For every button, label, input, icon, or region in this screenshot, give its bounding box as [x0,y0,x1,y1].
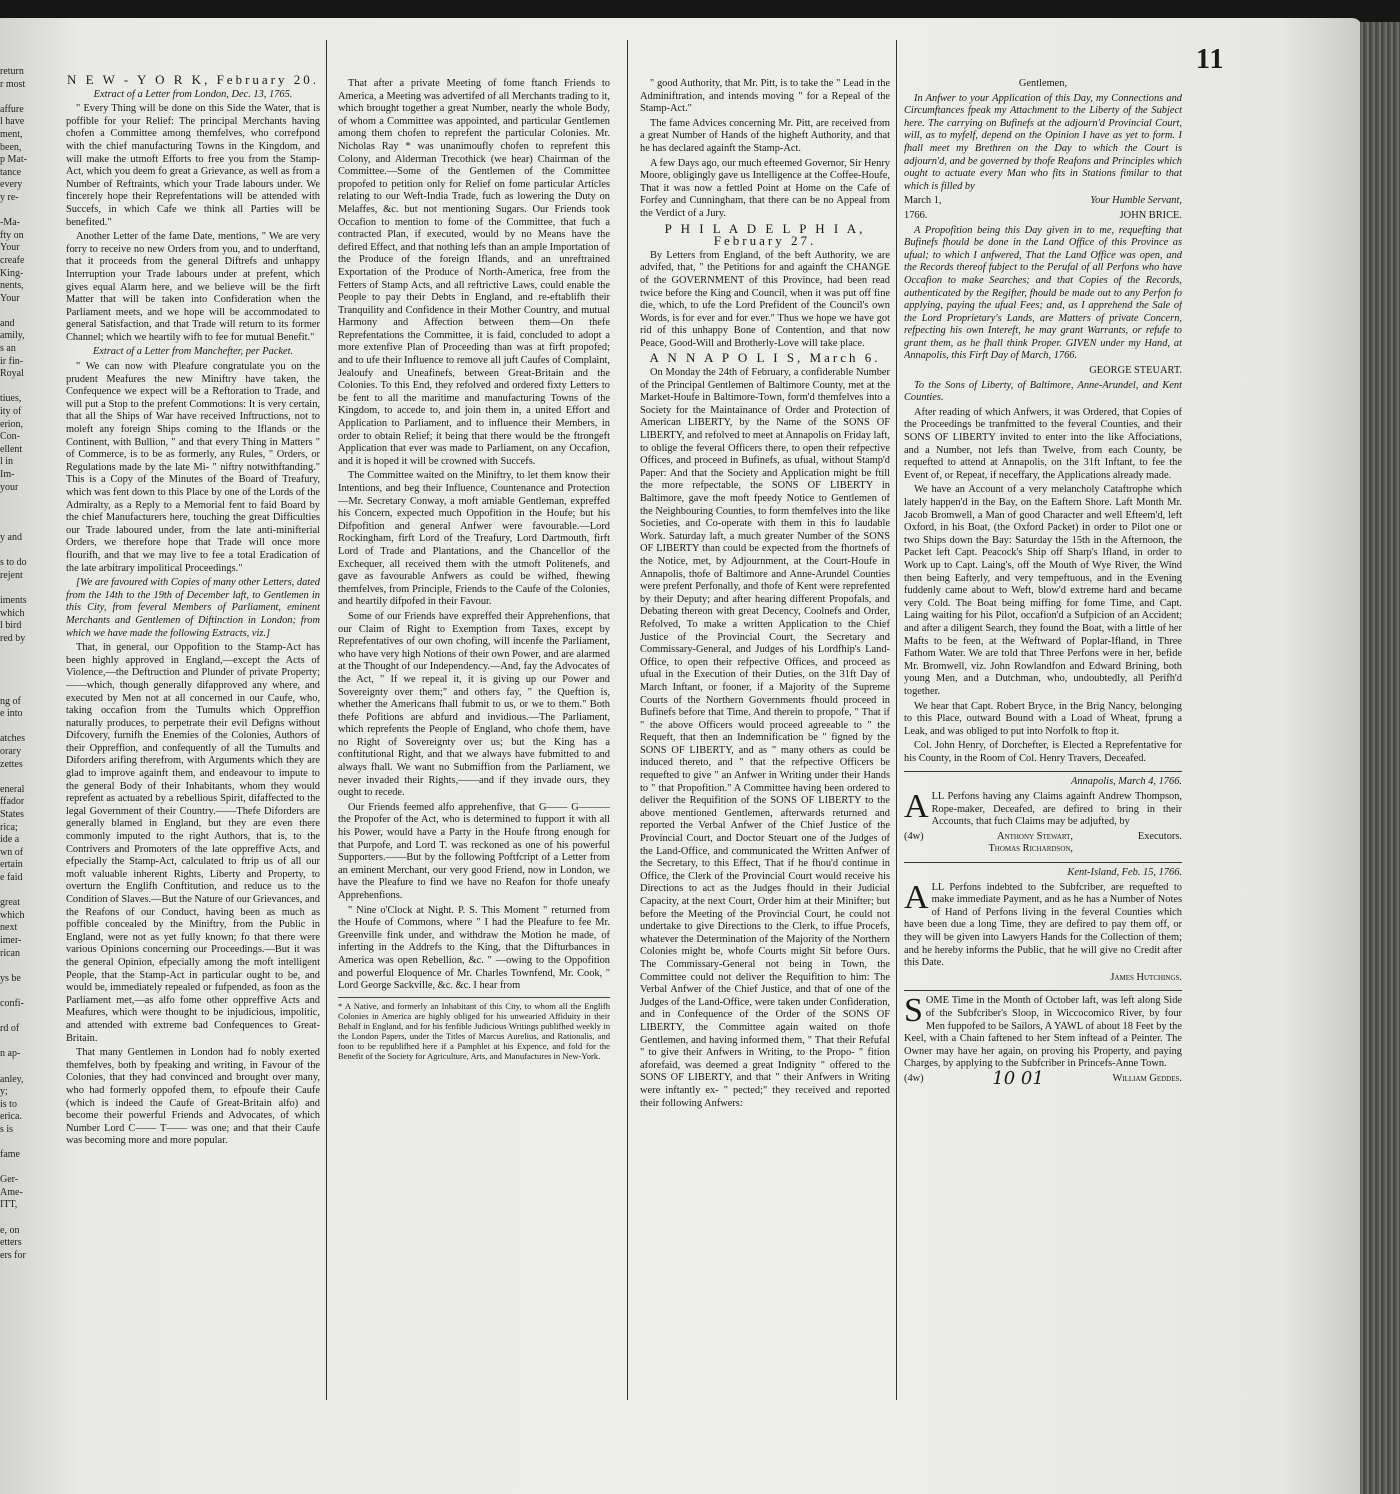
fragment-line: and [0,317,15,329]
fragment-line: wn of [0,846,24,858]
fragment-line [0,645,56,658]
fragment-line: is to [0,1098,17,1110]
paragraph: " Nine o'Clock at Night. P. S. This Moment " returned from the Houfe of Commons, where " I had the Pleafure to fee Mr. Greenville fink under, and withdraw the Motion he made, of inferting in the Addrefs to the King, that the Difturbances in America was open Rebellion, &c. " —owing to the Oppofition and powerful Eloquence of Mr. Charles Townfend, Mr. Cook, " Lord George Sackville, &c. &c. I hear from [338,904,610,992]
fragment-line: zettes [0,758,23,770]
advertisement-geddes [904,990,1182,1089]
paragraph: On Monday the 24th of February, a confiderable Number of the Principal Gentlemen of Baltimore County, met at the Market-Houfe in Baltimore-Town, form'd themfelves into a Society for the Maintainance of Order and Protection of American LIBERTY, by the Name of the SONS OF LIBERTY, and refolved to meet at Annapolis on Friday laft, to oblige the feveral Officers there, to open their refpective Offices, and proceed in Bufinefs, as ufual, without Stamp'd Paper: And that the Society and Application might be ftill the more refpectable, the SONS OF LIBERTY in Baltimore, gave the moft fpeedy Notice to Gentlemen of the Neighbouring Counties, to form themfelves into the like Societies, and Co-operate with them in this fo laudable Work. Saturday laft, a much greater Number of the SONS OF LIBERTY than could be expected from the fhortnefs of the Notice, met, by Adjournment, at the Court-Houfe in Annapolis, thofe of Baltimore and Anne-Arundel Counties were prefent Perfonally, and thofe of Kent were reprefented by their Deputy; and after hearing different Propofals, and Debating thereon with great Decency, Coolnefs and Order, Refolved, To make a written Application to the Chief Justice of the Provincial Court, the Secretary and Commissary-General, and Judges of his Lordfhip's Land-Office, to open their refpective Offices, and proceed as ufual in the Execution of their Duties, on the 31ft Day of March Inftant, or fooner, if a Majority of the Supreme Courts of the Northern Governments fhould proceed in Bufinefs before that Time. And therein to propofe, " That if " the above Officers would proceed agreeable to " the Requeft, that then an Indemnification be " figned by the SONS OF LIBERTY, and as " many others as could be induced thereto, and " that the refpective Officers be requefted to give " an Anfwer in Writing under their Hands to " that Propofition." A Committee having been ordered to deliver the Requifition of the SONS OF LIBERTY to the above mentioned Gentlemen, afterwards returned and reported the Verbal Anfwer of the Chief Justice of the Provincial Court, and Doctor Steuart one of the Judges of the Land-Office, and communicated the Written Anfwer of the Secretary, to this Effect, That if he fhou'd continue in Office, the Clerk of the Provincial Court would receive his Directions to act as the Judges fhould in their Judicial Capacity, at the next Court, Order him at their Minifter; but before the Meeting of the Provincial Court, he could not undertake to give Directions to the Clerk, to iffue Procefs, whatever the Determination of the Majority of the Northern Colonies might be, whofe Courts might Sit before Ours. The Commissary-General not being in Town, the Committee could not deliver the Requifition to him: The Verbal Anfwer of the Chief Justice, and that of one of the Judges of the Land-Office, were taken under Confideration, and in Confequence of the Order of the SONS OF LIBERTY, the Committee again waited on thofe Gentlemen, and having informed them, " That their Refufal " to give their Anfwers in Writing, to the Propo- " fition aforefaid, was deemed a great Indignity " offered to the SONS OF LIBERTY, and that " their Anfwers in Writing were inftantly ex- " pected;" they received and reported their following Anfwers: [640,367,890,1109]
fragment-line: ffador [0,796,25,808]
fragment-line: rica; [0,821,18,833]
fragment-line: tiues, [0,393,22,405]
letter-year: 1766. [904,209,928,221]
column-rule [627,40,628,1400]
fragment-line: ment, [0,128,23,140]
ad-signer: James Hutchings. [1110,971,1182,983]
paragraph: " We can now with Pleafure congratulate you on the prudent Meafures the new Miniftry have taken, the Confequence we expect will be a Reftoration to Trade, and will put a Stop to the prefent Commotions: It is very certain, that all the Ships of War have received Inftructions, not to moleft any foreign Ships coming to the Iflands or the Continent, with Bullion, " and that every Thing in Matters " of Commerce, is to be as formerly, any Rules, " Orders, or Regulations made by the late Mi- " niftry notwithftanding." This is a Copy of the Minutes of the Board of Treafury, which was fent down to this Place by one of the Lords of the Admiralty, as a Reply to a Memorial fent to faid Board by the chief Manufacturers here, touching the great Difficulties our Trade laboured under, from the late anti-minifterial Orders, we therefore hope that Trade will once more flourifh, and that we may live to fee a total Eradication of the late arbitrary impolitical Proceedings." [66,361,320,574]
extract-heading: Extract of a Letter from Manchefter, per Packet. [92,346,294,358]
fragment-line: next [0,922,18,934]
fragment-line: l in [0,456,14,468]
fragment-line: States [0,809,24,821]
fragment-line: nents, [0,280,24,292]
fragment-line: red by [0,632,26,644]
fragment-line: amily, [0,330,25,342]
paragraph: " good Authority, that Mr. Pitt, is to take the " Lead in the Adminiftration, and intends moving " for a Repeal of the Stamp-Act." [640,78,890,115]
fragment-line [0,1061,56,1074]
column-rule [896,40,897,1400]
letter-brice-signature [904,210,1182,223]
address-line: To the Sons of Liberty, of Baltimore, Anne-Arundel, and Kent Counties. [904,379,1182,404]
paragraph: Col. John Henry, of Dorchefter, is Elected a Reprefentative for his County, in the Room of Col. Henry Travers, Deceafed. [904,740,1182,764]
fragment-line: King- [0,267,24,279]
fragment-line: which [0,607,25,619]
ad-signoff [904,1067,1182,1089]
drop-cap: A [904,788,929,826]
fragment-line: ys be [0,972,21,984]
letter-steuart: A Propofition being this Day given in to me, requefting that Bufinefs fhould be done in the Land Office of this Province as ufual; to which I anfwered, That the Land Office was open, and the Records thereof fubject to the Perufal of all Perfons who have Occafion to make Searches; and that Copies of the Records, authenticated by the Regifter, fhould be made out to any Perfon fo applying, paying the ufual Fees; and, as I apprehend the Sale of the Lord Proprietary's Lands, are Matters of private Concern, refpecting his own Intereft, he may grant Warrants, or refufe to grant them, as he fhall think Proper. GIVEN under my Hand, at Annapolis, this Firft Day of March, 1766. [904,224,1182,362]
fragment-line: fty on [0,229,24,241]
fragment-line [0,507,56,520]
column-1 [66,74,320,1394]
executor-name: Thomas Richardson, [988,843,1074,855]
fragment-line [0,582,56,595]
fragment-line [0,721,56,734]
fragment-line: e faid [0,872,23,883]
fragment-line [0,1212,56,1225]
handwritten-annotation: 10 01 [992,1067,1044,1089]
fragment-line [0,519,56,532]
paragraph: We hear that Capt. Robert Bryce, in the Brig Nancy, belonging to this Place, outward Bound with a Load of Wheat, fprung a Leak, and was obliged to put into Norfolk to ftop it. [904,700,1182,737]
fragment-line: rican [0,947,20,959]
letter-closing: Your Humble Servant, [1090,195,1182,207]
fragment-line: tance [0,166,22,178]
fragment-line: Your [0,242,20,254]
editorial-note: [We are favoured with Copies of many other Letters, dated from the 14th to the 19th of December laft, to Gentlemen in this City, from feveral Members of Parliament, eminent Merchants and Gentlemen of Diftinction in London; from which we have made the following Extracts, viz.] [66,577,320,639]
advertisement-hutchings [904,862,1182,984]
fragment-line: Con- [0,431,20,443]
fragment-line: orary [0,746,22,758]
column-4 [904,78,1182,1398]
signer-name: JOHN BRICE. [1119,209,1182,221]
fragment-line [0,671,56,684]
paragraph: That, in general, our Oppofition to the Stamp-Act has been highly approved in England,—except the Acts of Violence,—the Deftruction and Plunder of private Property;——which, though generally difapproved any where, and executed by Men not at all concerned in our Caufe, who, taking occafion from the Tumults which Oppreffion naturally produces, to perpetrate their evil Defigns without Difcovery, furnifh the Enemies of the Colonies, Authors of their Oppreffion, and confequently of all the Tumults and Diforders arifing therefrom, with Arguments which they are glad to improve againft them, and endeavour to impute to the general Body of their Inhabitants, whom they would reprefent as actuated by a rebellious Spirit, difaffected to the legal Government of their Country.——Thefe Diforders are generally blamed in England, but they are even there commonly imputed to the right Authors, that is, to the Contrivers and Promoters of the late oppreffive Acts, and efpecially the Stamp-Act, calculated to ftrip us of all our moft valuable inherent Rights, Liberty and Property, to overturn the Englifh Conftitution, and reduce us to the Condition of Slaves.—But the Nature of our Grievances, and the Reafons of our Conduct, having been as much as poffible concealed by the Miniftry, from the Public in England, were not as yet fully known; fo that there were various Opinions concerning our Proceedings.—But it was the general Opinion, efpecially among the moft intelligent People, that the Stamp-Act in particular ought to be, and would be, immediately repealed or fufpended, as foon as the Parliament met,—as alfo fome other oppreffive Acts and Meafures, which were thought to be injudicious, impolitic, and attended with extreme bad Confequences to Great-Britain. [66,642,320,1044]
paragraph: Another Letter of the fame Date, mentions, " We are very forry to receive no new Orders from you, and to underftand, that it proceeds from the general Diftrefs and unhappy Interruption your Trade labours under at prefent, which gives equal Alarm here, and we believe will be the firft Matter that will be taken into Confideration when the Parliament meets, and we hope will be accommodated to general Satisfaction, and that Trade will return to its former Channel; which we heartily wifh to fee for mutual Benefit." [66,231,320,343]
fragment-line: s to do [0,557,27,569]
fragment-line: Im- [0,469,15,480]
fragment-line: r most [0,78,26,90]
paragraph: By Letters from England, of the beft Authority, we are advifed, that, " the Petitions for and againft the CHANGE of the GOVERNMENT of this Province, had been read twice before the King and Council, when it was put off fine die, which, to ufe the Lord Prefident of the Council's own Words, is for ever and for ever." Thus we hope we have got rid of this unhappy Bone of Contention, and that now Peace, Good-Will and Brotherly-Love will take place. [640,249,890,349]
fragment-line: y and [0,531,22,543]
fragment-line: anley, [0,1073,24,1085]
paragraph: That many Gentlemen in London had fo nobly exerted themfelves, both by fpeaking and writing, in Favour of the Colonies, that they had convinced and brought over many, who had formerly oppofed them, to efpoufe their Caufe (which is indeed the Caufe of Great-Britain alfo) and become their powerful Friends and Advocates, of which Number Lord C—— T—— was one; and that their Caufe was becoming more and more popular. [66,1047,320,1147]
column-2 [338,78,610,1398]
fragment-line [0,494,56,507]
dateline-annapolis: A N N A P O L I S, March 6. [649,350,881,366]
page-number: 11 [1196,44,1225,75]
fragment-line: p Mat- [0,154,27,166]
fragment-line [0,960,56,973]
fragment-line: atches [0,733,25,745]
ad-dateline: Annapolis, March 4, 1766. [1070,776,1182,788]
fragment-line [0,771,56,784]
fragment-line [0,1036,56,1049]
paragraph: That after a private Meeting of fome ftanch Friends to America, a Meeting was advertifed of all Merchants trading to it, which brought together a great Number, nearly the whole Body, of whom a Committee was appointed, and particular Gentlemen among them chofen to reprefent the particular Colonies. Mr. Nicholas Ray * was unanimoufly chofen to reprefent this Colony, and Alderman Trecothick (we hear) Chairman of the Committee.—Some of the Gentlemen of the Committee propofed to petition only for Relief on fome particular Articles relating to our Weft-India Trade, fuch as lowering the Duty on Melaffes, &c. but not mentioning Sugars. Our Friends took Occafion to mention to fome of the Committee, that fuch a contracted Plan, if executed, would by no Means have the defired Effect, and that nothing lefs than an ample Importation of the Produce of the foreign Iflands, and an unreftrained Exportation of the Produce of North-America, free from the Fetters of Stamp Acts, and all reftrictive Laws, could enable the People to pay their Debts in England, and re-eftablifh their Tranquility and Confidence in their Mother Country, and mutual Harmony and Affection between them—On thefe Reprefentations the Committee, it is faid, concluded to adopt a more extenfive Plan of Proceeding than was at firft propofed; and to ufe their Influence to remove all juft Caufes of Complaint, Jealoufy and Uneafinefs, between Great-Britain and the Colonies. To this End, they refolved and ordered fixty Letters to be fent to all the maritime and manufacturing Towns of the Kingdom, to accede to, and join them in, a united Effort and Application to Parliament, and to influence their Members, in order to obtain Relief; it being that there would be the ftrongeft Application that ever was made to Parliament, on any Occafion, and it is hoped it will be crowned with Succefs. [338,78,610,467]
drop-cap: A [904,878,929,916]
letter-brice-signoff [904,195,1182,208]
salutation: Gentlemen, [1018,78,1068,89]
paragraph: A few Days ago, our much efteemed Governor, Sir Henry Moore, obligingly gave us Intelligence at the Coffee-Houfe, That it was now a fettled Point at Home on the Cafe of Forfey and Cunningham, that there can be no Appeal from the Verdict of a Jury. [640,157,890,219]
executor-role: Executors. [1137,830,1182,842]
ad-text: LL Perfons indebted to the Subfcriber, are requefted to make immediate Payment, and as he has a Number of Notes of Hand of Perfons living in the feveral Counties which have been due a long Time, they are defired to pay them off, or they will be given into Lawyers Hands for the Collection of them; and he hereby informs the Public, that he will give no Credit after this Date. [904,881,1182,969]
fragment-line: Ger- [0,1174,19,1186]
fragment-line: your [0,481,19,493]
fragment-line: which [0,909,25,921]
fragment-line [0,381,56,394]
fragment-line: imer- [0,934,22,946]
fragment-line: rejent [0,569,23,581]
fragment-line: ide a [0,834,20,846]
executor-name: Anthony Stewart, [997,830,1074,842]
column-rule [326,40,327,1400]
fragment-line [0,545,56,558]
paragraph: Some of our Friends have expreffed their Apprehenfions, that our Claim of Right to Exemption from Taxes, except by Reprefentatives of our own chofing, will incenfe the Parliament, who have very high Notions of their own Power, and are alarmed at the Thought of our Independency.—And, fay the Advocates of the Act, " If we repeal it, it is giving up our Power and Sovereignty over them;" and others fay, " the Queftion is, whether the Americans fhall fubmit to us, or we to them." Both thefe Pofitions are abfurd and invidious.—The Parliament, which reprefents the People of England, who chofe them, have no Right of Sovereignty over us; but the King has a conftitutional Right, and that we always have fubmitted to and always fhall. We want no Submiffion from the Parliament, we never invaded their Rights,——and if they invade ours, they ought to recede. [338,610,610,799]
fragment-line: rd of [0,1023,20,1035]
fragment-line: every [0,179,23,191]
fragment-line: erica. [0,1111,22,1123]
fragment-line: ity of [0,406,22,418]
fragment-line: l bird [0,620,22,632]
fragment-line: creafe [0,254,25,266]
fragment-line [0,683,56,696]
fragment-line: iments [0,594,27,606]
fragment-line: etters [0,1237,22,1249]
fragment-line [0,885,56,898]
paragraph: We have an Account of a very melancholy Cataftrophe which lately happen'd in the Bay, on the Eaftern Shore. Laft Month Mr. Jacob Bromwell, a Man of good Character and well Efteem'd, left Oxford, in his Boat, (the Oxford Packet) in order to Pilot one or two Ships down the Bay: Saturday the 15th in the Afternoon, the Packet left Capt. Peacock's Ship off Sharp's Ifland, in order to Work up to Capt. Laing's, off the Mouth of Wye River, the Wind then being Eafterly, and very tempeftuous, and in the Evening fuddenly came about to Weft, blow'd extreme hard and became very Cold. The Boat being miffing for fome Time, and Capt. Laing waiting for his Pilot, occafion'd a Sufpicion of an Accident; and after a diligent Search, they found the Boat, with a little of her Mafts to be feen, at the Weftward of Poplar-Ifland, in Three Fathom Water. We are told that Three Perfons were in her, befide Mr. Bromwell, viz. John Rowlandfon and Edward Brining, both young Men, and a Dutchman, who, undoubtedly, all Perifh'd together. [904,484,1182,697]
ad-text: LL Perfons having any Claims againft Andrew Thompson, Rope-maker, Deceafed, are defired to bring in their Accounts, that fuch Claims may be adjufted, by [931,791,1182,828]
fragment-line: ir fin- [0,355,24,367]
advertisement-thompson [904,771,1182,856]
fragment-line: ng of [0,695,21,707]
fragment-line: ers for [0,1249,26,1261]
fragment-line: confi- [0,997,24,1009]
fragment-line: affure [0,103,24,115]
letter-date: March 1, [904,195,942,207]
paragraph: Our Friends feemed alfo apprehenfive, that G—— G——— the Propofer of the Act, who is determined to fupport it with all his Power, would have a Party in the Houfe ftrong enough for that Purpofe, and Lord T. was reckoned as one of his powerful Supporters.——But by the following Poftfcript of a Letter from an eminent Merchant, our very good Friend, now in London, we have the Pleafure to find we have no Reafon for thofe uneafy Apprehenfions. [338,801,610,901]
fragment-line: l have [0,116,25,128]
fragment-line [0,658,56,671]
fragment-line: e, on [0,1224,20,1236]
fragment-line [0,305,56,318]
fragment-line [0,1011,56,1024]
fragment-line: fame [0,1149,20,1161]
fragment-line: erion, [0,418,24,430]
signer-name: GEORGE STEUART. [1089,365,1182,377]
fragment-line: s is [0,1123,14,1135]
fragment-line [0,1162,56,1175]
fragment-line: y re- [0,191,19,203]
fragment-line [0,1136,56,1149]
column-3 [640,78,890,1398]
paragraph: After reading of which Anfwers, it was Ordered, that Copies of the Proceedings be tranfmitted to the feveral Counties, and their SONS OF LIBERTY invited to enter into the like Affociations, and a Number, not lefs than Twelve, from each County, be requefted to attend at Annapolis, on the 31ft Inftant, to fee the Event of, or Repeat, if neceffary, the Applications already made. [904,406,1182,481]
fragment-line [0,985,56,998]
fragment-line: been, [0,141,22,153]
ad-mark: (4w) [904,1072,924,1084]
fragment-line: eneral [0,783,25,795]
dateline-philadelphia: P H I L A D E L P H I A, February 27. [664,220,866,249]
ad-mark: (4w) [904,830,924,842]
ad-dateline: Kent-Island, Feb. 15, 1766. [1067,867,1182,879]
ad-signers [904,831,1182,856]
ad-signer: William Geddes. [1112,1072,1182,1084]
letter-brice: In Anfwer to your Application of this Day, my Connections and Circumftances fpeak my Attachment to the Liberty of the Subject here. The carrying on Bufinefs at the adjourn'd Provincial Court, will, as to myfelf, depend on the Opinion I have as yet to form. I fhall meet my Brethren on the Day to which the Court is adjourn'd, and be governed by thofe Reafons and Principles which ought to actuate every Man who fits in Stations fimilar to that which is filled by [904,92,1182,192]
fragment-line: s an [0,343,16,355]
fragment-line [0,91,56,104]
ad-text: OME Time in the Month of October laft, was left along Side of the Subfcriber's Sloop, in Wiccocomico River, by four Men fuppofed to be Sailors, A YAWL of about 18 Feet by the Keel, with a Chain faftened to her Stem inftead of a Peinter. The Owner may have her again, on proving his Property, and paying Charges, by applying to the Subfcriber in Princefs-Anne Town. [904,995,1182,1070]
dateline-new-york: N E W - Y O R K, February 20. [66,74,319,87]
fragment-line: return [0,66,24,77]
fragment-line: ellent [0,443,23,455]
extract-heading: Extract of a Letter from London, Dec. 13, 1765. [93,88,293,100]
book-page-edges [1360,22,1400,1494]
fragment-line: ertain [0,859,23,871]
fragment-line: Your [0,292,20,304]
paragraph: " Every Thing will be done on this Side the Water, that is poffible for your Relief: The principal Merchants having chofen a Committee among themfelves, who correfpond with the chief manufacturing Towns in the Kingdom, and will make the utmoft Efforts to free you from the Stamp-Act, which you deem fo great a Grievance, as well as from a Number of Reftraints, which your Trade labours under. We fincerely hope their Reprefentations will be attended with Succefs, in which Cafe we think all Parties will be benefited." [66,103,320,228]
fragment-line [0,205,56,218]
fragment-line: n ap- [0,1048,21,1060]
fragment-line: y; [0,1086,8,1098]
paragraph: The Committee waited on the Miniftry, to let them know their Intentions, and beg their Influence, Countenance and Protection—Mr. Secretary Conway, a moft amiable Gentleman, expreffed his Concern, expected much Oppofition in the Houfe; but his Difpofition and general Anfwer were favourable.—Lord Rockingham, firft Lord of the Treafury, Lord Dartmouth, firft Lord of Trade and Plantations, and the Chancellor of the Exchequer, all received them with the utmoft Politenefs, and gave as favourable Anfwers as could be wifhed, fhewing themfelves, from Principle, Friends to the Caufe of the Colonies, and heartily difpofed in their Favour. [338,470,610,608]
drop-cap: S [904,992,923,1030]
fragment-line: great [0,897,20,909]
fragment-line: ITT, [0,1199,18,1211]
fragment-line: -Ma- [0,217,20,229]
fragment-line: Ame- [0,1186,23,1198]
fragment-line: Royal [0,368,24,380]
fragment-line: e into [0,708,23,720]
paragraph: The fame Advices concerning Mr. Pitt, are received from a great Number of Hands of the higheft Authority, and that he has declared againft the Stamp-Act. [640,117,890,154]
footnote: * A Native, and formerly an Inhabitant of this City, to whom all the Englifh Colonies in America are highly obliged for his unwearied Affiduity in their Behalf in England, and for his fenfible Judicious Writings publifhed weekly in the London Papers, under the Titles of Marcus Aurelius, and Rationalis, and foon to be republifhed here if a Pamphlet at his Expence, and fold for the Benefit of the Society for Agriculture, Arts, and Manufactures in New-York. [338,997,610,1061]
left-page-fragments [0,66,56,1262]
